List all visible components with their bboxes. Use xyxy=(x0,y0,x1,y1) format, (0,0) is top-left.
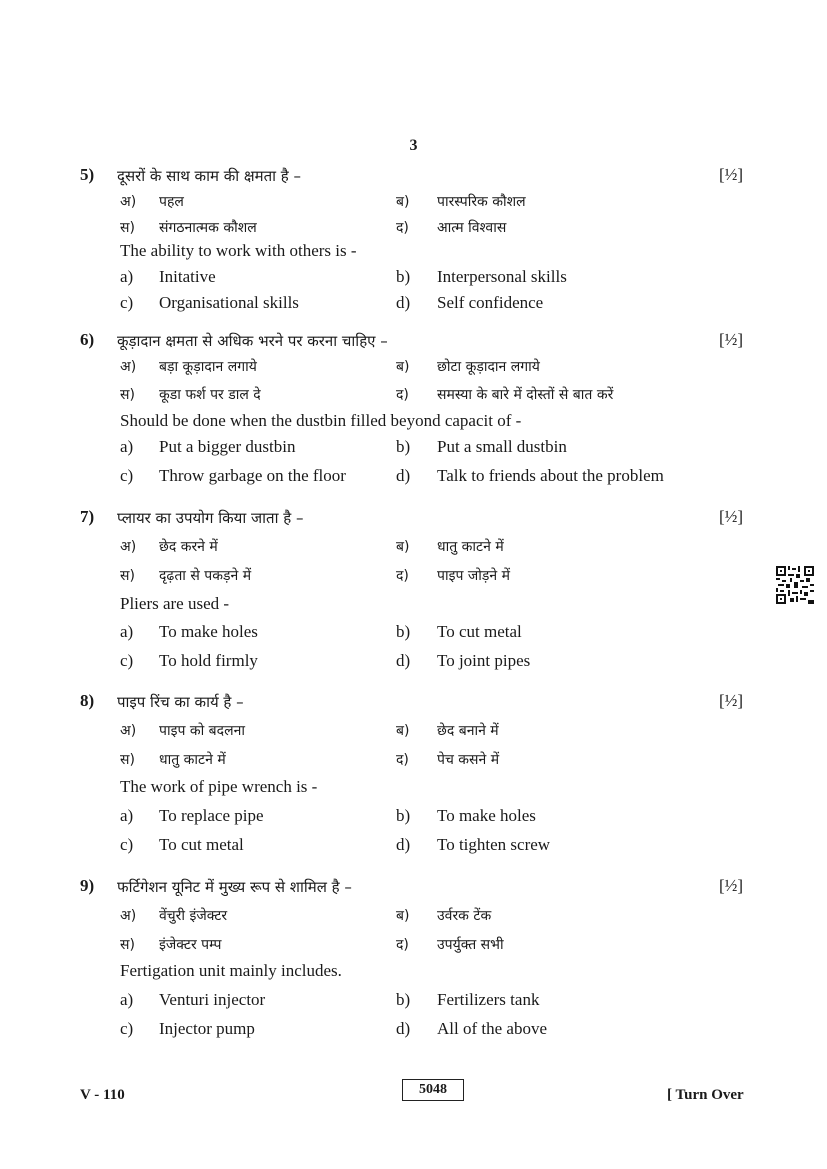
option-text: पारस्परिक कौशल xyxy=(437,194,526,210)
option-label: स) xyxy=(120,387,135,403)
option-text: Put a bigger dustbin xyxy=(159,437,296,456)
option-label: द) xyxy=(396,937,409,953)
option-label: द) xyxy=(396,220,409,236)
question-english: The work of pipe wrench is - xyxy=(120,777,318,796)
option-label: d) xyxy=(396,835,411,854)
option-text: पहल xyxy=(159,194,184,210)
option-label: c) xyxy=(120,835,134,854)
option-text: पाइप को बदलना xyxy=(159,723,245,739)
option-text: समस्या के बारे में दोस्तों से बात करें xyxy=(437,387,614,403)
option-text: To make holes xyxy=(159,622,258,641)
option-label: c) xyxy=(120,293,134,312)
option-label: ब) xyxy=(396,723,410,739)
option-text: All of the above xyxy=(437,1019,547,1038)
option-text: पेच कसने में xyxy=(437,752,500,768)
option-text: Talk to friends about the problem xyxy=(437,466,664,485)
option-label: c) xyxy=(120,1019,134,1038)
option-text: To hold firmly xyxy=(159,651,258,670)
option-label: b) xyxy=(396,437,411,456)
option-text: उर्वरक टेंक xyxy=(437,908,492,924)
question-english: Should be done when the dustbin filled beyond capacit of - xyxy=(120,411,522,430)
question-english: Pliers are used - xyxy=(120,594,230,613)
option-text: Fertilizers tank xyxy=(437,990,540,1009)
question-number: 5) xyxy=(80,165,95,184)
question-hindi: कूड़ादान क्षमता से अधिक भरने पर करना चाहिए – xyxy=(117,332,388,350)
option-text: To replace pipe xyxy=(159,806,264,825)
option-label: ब) xyxy=(396,359,410,375)
option-label: अ) xyxy=(120,723,137,739)
option-label: a) xyxy=(120,267,134,286)
option-label: c) xyxy=(120,651,134,670)
option-text: इंजेक्टर पम्प xyxy=(159,937,222,953)
option-label: अ) xyxy=(120,539,137,555)
option-label: a) xyxy=(120,622,134,641)
question-hindi: दूसरों के साथ काम की क्षमता है – xyxy=(117,167,302,185)
option-label: b) xyxy=(396,990,411,1009)
option-label: द) xyxy=(396,568,409,584)
option-label: a) xyxy=(120,806,134,825)
option-text: Self confidence xyxy=(437,293,544,312)
option-text: To tighten screw xyxy=(437,835,551,854)
option-label: a) xyxy=(120,990,134,1009)
option-text: To cut metal xyxy=(159,835,244,854)
page-number: 3 xyxy=(409,137,418,154)
option-label: द) xyxy=(396,387,409,403)
option-label: d) xyxy=(396,293,411,312)
option-text: दृढ़ता से पकड़ने में xyxy=(159,568,252,584)
question-number: 9) xyxy=(80,876,95,895)
question-hindi: पाइप रिंच का कार्य है – xyxy=(117,693,244,711)
option-text: छोटा कूड़ादान लगाये xyxy=(437,359,540,375)
option-text: बड़ा कूड़ादान लगाये xyxy=(159,359,257,375)
option-text: छेद बनाने में xyxy=(437,723,499,739)
option-label: d) xyxy=(396,651,411,670)
option-text: धातु काटने में xyxy=(437,539,504,555)
option-label: a) xyxy=(120,437,134,456)
option-text: आत्म विश्वास xyxy=(437,220,507,236)
option-label: अ) xyxy=(120,359,137,375)
option-label: स) xyxy=(120,220,135,236)
option-label: b) xyxy=(396,267,411,286)
option-text: Organisational skills xyxy=(159,293,299,312)
option-text: वेंचुरी इंजेक्टर xyxy=(159,908,228,924)
option-text: उपर्युक्त सभी xyxy=(437,937,504,953)
question-number: 6) xyxy=(80,330,95,349)
option-text: Interpersonal skills xyxy=(437,267,567,286)
question-english: Fertigation unit mainly includes. xyxy=(120,961,342,980)
option-label: d) xyxy=(396,1019,411,1038)
option-label: स) xyxy=(120,568,135,584)
option-text: छेद करने में xyxy=(159,539,218,555)
option-label: c) xyxy=(120,466,134,485)
option-text: To make holes xyxy=(437,806,536,825)
option-label: ब) xyxy=(396,539,410,555)
option-label: अ) xyxy=(120,908,137,924)
question-number: 8) xyxy=(80,691,95,710)
option-label: स) xyxy=(120,752,135,768)
option-text: संगठनात्मक कौशल xyxy=(159,220,257,236)
marks: [½] xyxy=(719,691,744,710)
option-label: d) xyxy=(396,466,411,485)
qr-code-icon xyxy=(776,566,814,604)
option-text: To cut metal xyxy=(437,622,522,641)
option-text: धातु काटने में xyxy=(159,752,226,768)
option-text: Injector pump xyxy=(159,1019,255,1038)
option-label: b) xyxy=(396,622,411,641)
option-text: पाइप जोड़ने में xyxy=(437,568,510,584)
option-label: अ) xyxy=(120,194,137,210)
option-label: ब) xyxy=(396,194,410,210)
question-english: The ability to work with others is - xyxy=(120,241,357,260)
option-label: स) xyxy=(120,937,135,953)
option-text: Throw garbage on the floor xyxy=(159,466,346,485)
question-hindi: फर्टिगेशन यूनिट में मुख्य रूप से शामिल है – xyxy=(117,878,352,896)
question-hindi: प्लायर का उपयोग किया जाता है – xyxy=(117,509,304,527)
marks: [½] xyxy=(719,876,744,895)
paper-number-box: 5048 xyxy=(402,1079,464,1101)
option-text: कूडा फर्श पर डाल दे xyxy=(159,387,261,403)
marks: [½] xyxy=(719,507,744,526)
turn-over-text: [ Turn Over xyxy=(667,1087,744,1103)
option-text: To joint pipes xyxy=(437,651,531,670)
option-label: ब) xyxy=(396,908,410,924)
option-label: द) xyxy=(396,752,409,768)
question-number: 7) xyxy=(80,507,95,526)
marks: [½] xyxy=(719,330,744,349)
option-text: Put a small dustbin xyxy=(437,437,567,456)
option-text: Venturi injector xyxy=(159,990,266,1009)
option-text: Initative xyxy=(159,267,216,286)
option-label: b) xyxy=(396,806,411,825)
marks: [½] xyxy=(719,165,744,184)
exam-code: V - 110 xyxy=(80,1087,125,1103)
